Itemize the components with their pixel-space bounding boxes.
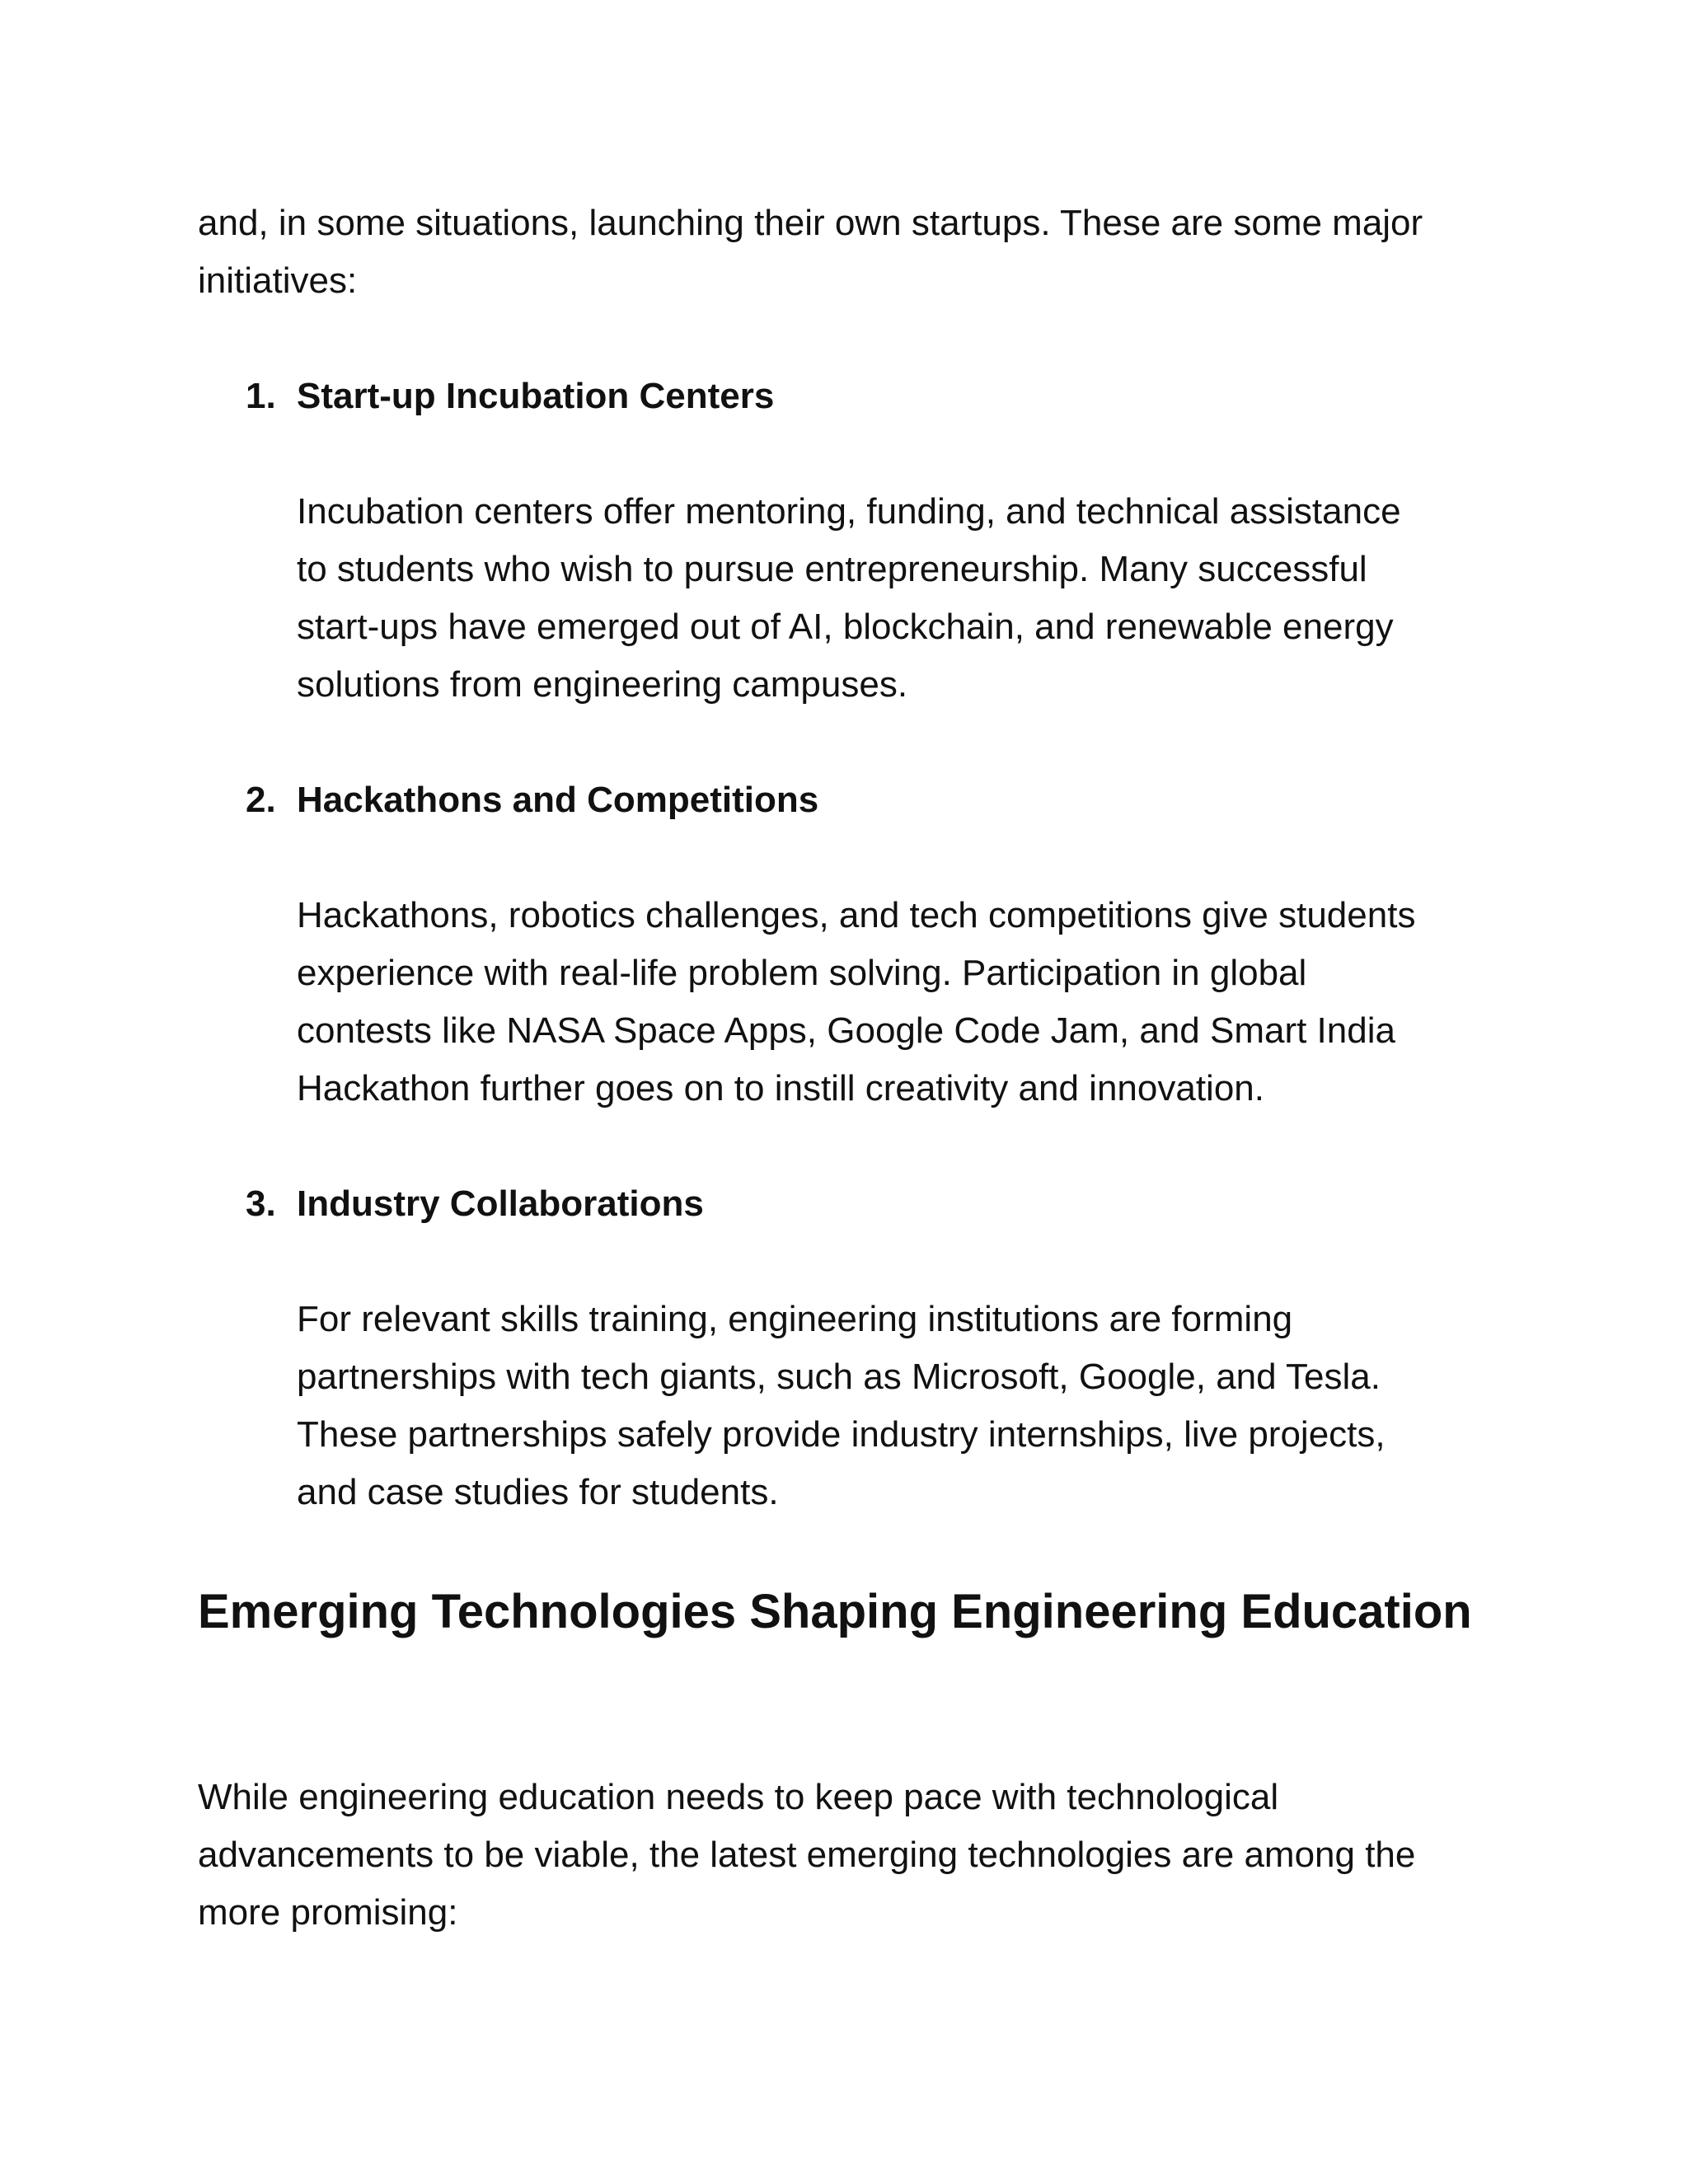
section-heading: Emerging Technologies Shaping Engineering Education — [198, 1585, 1472, 1638]
list-item-body — [297, 887, 1415, 1118]
closing-paragraph — [198, 1769, 1415, 1942]
text-line: Hackathons, robotics challenges, and tech competitions give students — [297, 895, 1416, 935]
list-item-body — [297, 483, 1401, 714]
intro-paragraph — [198, 194, 1423, 310]
list-item-body — [297, 1291, 1386, 1521]
text-line: Incubation centers offer mentoring, funding, and technical assistance — [297, 491, 1401, 532]
text-line: contests like NASA Space Apps, Google Code Jam, and Smart India — [297, 1010, 1395, 1051]
text-line: and, in some situations, launching their own startups. These are some major — [198, 203, 1423, 243]
list-item-number: 2. — [246, 780, 276, 820]
text-line: solutions from engineering campuses. — [297, 664, 908, 705]
list-item-number: 3. — [246, 1183, 276, 1224]
text-line: advancements to be viable, the latest emerging technologies are among the — [198, 1835, 1416, 1875]
text-line: initiatives: — [198, 260, 358, 301]
list-item-title: Start-up Incubation Centers — [297, 376, 775, 416]
list-item-title: Hackathons and Competitions — [297, 780, 819, 820]
list-item-heading — [246, 368, 774, 425]
list-item-number: 1. — [246, 376, 276, 416]
text-line: While engineering education needs to keep pace with technological — [198, 1777, 1279, 1817]
list-item-heading — [246, 1175, 704, 1233]
text-line: partnerships with tech giants, such as Microsoft, Google, and Tesla. — [297, 1357, 1381, 1397]
text-line: start-ups have emerged out of AI, blockchain, and renewable energy — [297, 607, 1394, 647]
text-line: more promising: — [198, 1892, 458, 1933]
text-line: Hackathon further goes on to instill creativity and innovation. — [297, 1068, 1264, 1108]
text-line: to students who wish to pursue entrepreneurship. Many successful — [297, 549, 1367, 589]
text-line: For relevant skills training, engineering institutions are forming — [297, 1299, 1293, 1339]
text-line: and case studies for students. — [297, 1472, 779, 1512]
list-item-title: Industry Collaborations — [297, 1183, 704, 1224]
text-line: experience with real-life problem solving. Participation in global — [297, 953, 1307, 993]
text-line: These partnerships safely provide industry internships, live projects, — [297, 1414, 1386, 1455]
list-item-heading — [246, 771, 818, 829]
